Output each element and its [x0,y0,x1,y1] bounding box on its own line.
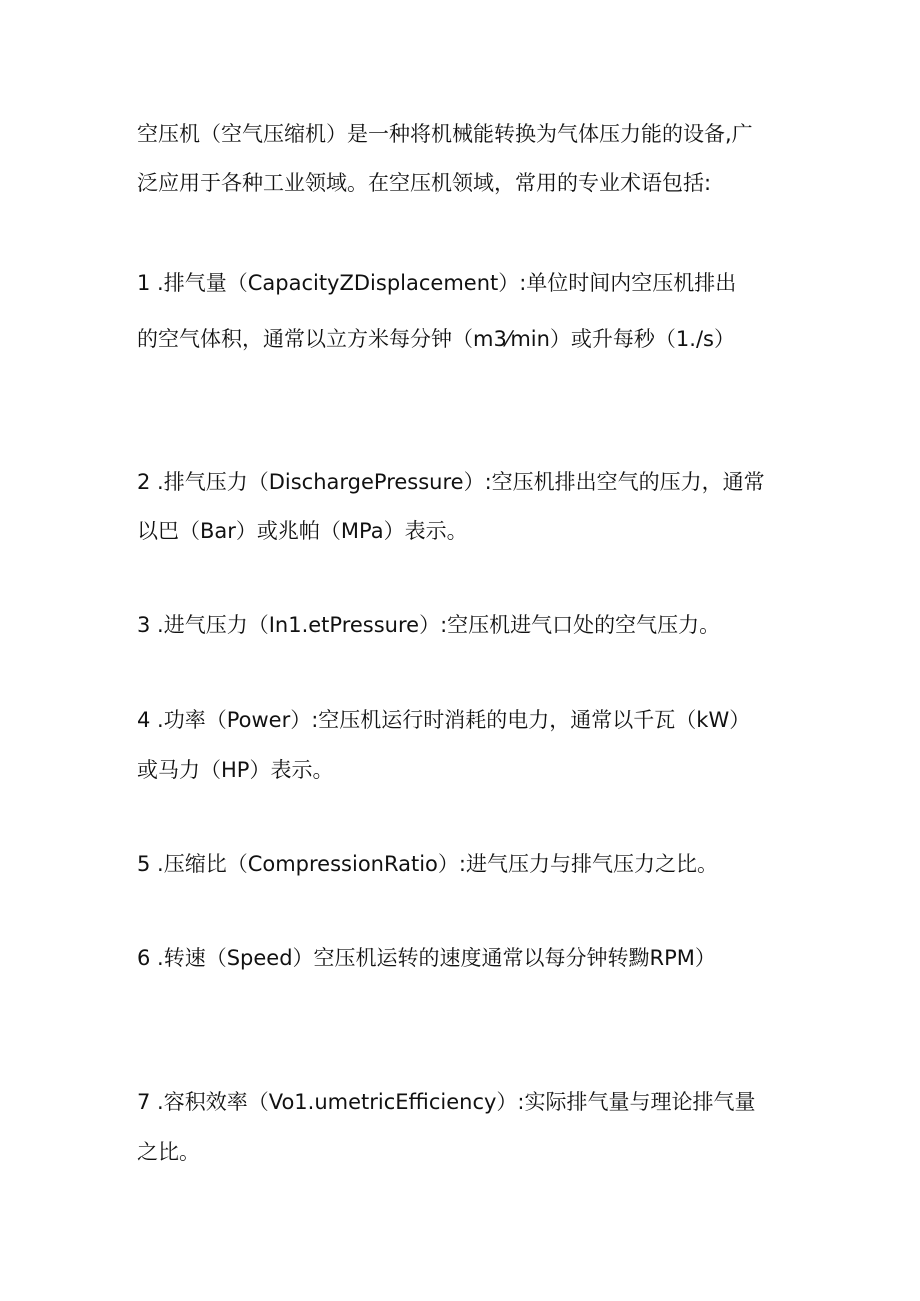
term-item-3-line-1: 3 .进气压力（In1.etPressure）:空压机进气口处的空气压力。 [137,613,721,637]
term-item-2-line-2: 以巴（Bar）或兆帕（MPa）表示。 [137,519,468,543]
term-item-1-line-1: 1 .排气量（CapacityZDisplacement）:单位时间内空压机排出 [137,271,737,295]
term-item-1-line-2: 的空气体积，通常以立方米每分钟（m3⁄min）或升每秒（1./s） [137,327,735,351]
term-item-2-line-1: 2 .排气压力（DischargePressure）:空压机排出空气的压力，通常 [137,470,765,494]
term-item-4-line-2: 或马力（HP）表示。 [137,758,334,782]
intro-line-2: 泛应用于各种工业领域。在空压机领域，常用的专业术语包括: [137,171,712,195]
term-item-5-line-1: 5 .压缩比（CompressionRatio）:进气压力与排气压力之比。 [137,852,718,876]
term-item-6-line-1: 6 .转速（Speed）空压机运转的速度通常以每分钟转黝RPM） [137,946,716,970]
term-item-7-line-1: 7 .容积效率（Vo1.umetricEfficiency）:实际排气量与理论排气量 [137,1090,756,1114]
term-item-7-line-2: 之比。 [137,1140,200,1164]
intro-line-1: 空压机（空气压缩机）是一种将机械能转换为气体压力能的设备,广 [137,122,753,146]
term-item-4-line-1: 4 .功率（Power）:空压机运行时消耗的电力，通常以千瓦（kW） [137,708,751,732]
